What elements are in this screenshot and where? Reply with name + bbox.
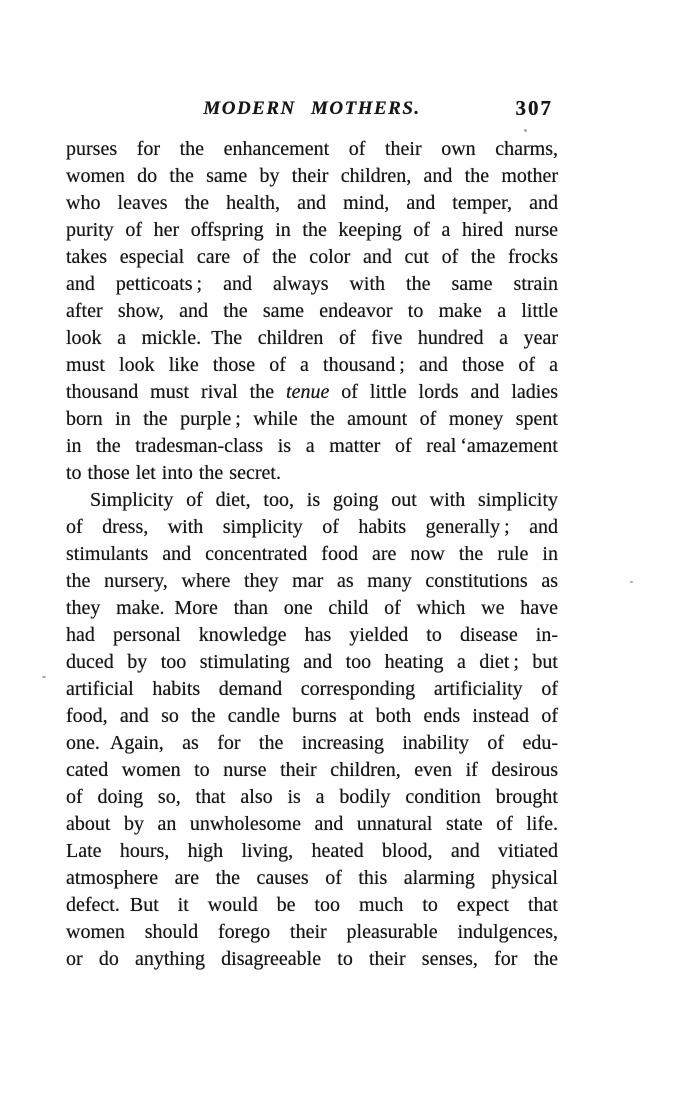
text-line: of doing so, that also is a bodily condition brought (66, 786, 558, 808)
text-line: who leaves the health, and mind, and temper, and (66, 192, 558, 214)
text-line: the nursery, where they mar as many constitutions as (66, 570, 558, 592)
text-line: Simplicity of diet, too, is going out with simplicity (90, 489, 558, 511)
text-line: must look like those of a thousand ; and those of a (66, 354, 558, 376)
text-line: takes especial care of the color and cut of the frocks (66, 246, 558, 268)
text-line: stimulants and concentrated food are now the rule in (66, 543, 558, 565)
text-line: artificial habits demand corresponding artificiality of (66, 678, 558, 700)
scan-speckle (630, 581, 633, 583)
text-line: and petticoats ; and always with the same strain (66, 273, 558, 295)
paragraph-continuation (66, 136, 558, 487)
scan-speckle (524, 129, 527, 132)
text-line: purity of her offspring in the keeping of a hired nurse (66, 219, 558, 241)
scan-speckle (42, 676, 46, 678)
text-line: women do the same by their children, and the mother (66, 165, 558, 187)
text-line: about by an unwholesome and unnatural state of life. (66, 813, 558, 835)
text-line: cated women to nurse their children, even if desirous (66, 759, 558, 781)
text-line: one. Again, as for the increasing inability of edu- (66, 732, 558, 754)
text-line: after show, and the same endeavor to make a little (66, 300, 558, 322)
text-line: look a mickle. The children of five hundred a year (66, 327, 558, 349)
text-line: had personal knowledge has yielded to disease in- (66, 624, 558, 646)
text-line: thousand must rival the tenue of little lords and ladies (66, 381, 558, 403)
text-line: Late hours, high living, heated blood, and vitiated (66, 840, 558, 862)
body-text (66, 136, 558, 973)
text-line: born in the purple ; while the amount of money spent (66, 408, 558, 430)
text-line: atmosphere are the causes of this alarming physical (66, 867, 558, 889)
text-line: in the tradesman-class is a matter of real ‘amazement (66, 435, 558, 457)
page-number: 307 (515, 96, 553, 120)
running-head (66, 96, 558, 124)
text-line: or do anything disagreeable to their senses, for the (66, 948, 558, 970)
running-title: MODERN MOTHERS. (203, 98, 421, 119)
text-line: they make. More than one child of which we have (66, 597, 558, 619)
paragraph-simplicity-of-diet (66, 487, 558, 973)
italic-word: tenue (286, 381, 330, 403)
text-line: food, and so the candle burns at both ends instead of (66, 705, 558, 727)
text-line: defect. But it would be too much to expect that (66, 894, 558, 916)
text-line: purses for the enhancement of their own charms, (66, 138, 558, 160)
text-line: to those let into the secret. (66, 462, 281, 484)
text-line: women should forego their pleasurable indulgences, (66, 921, 558, 943)
text-line: of dress, with simplicity of habits generally ; and (66, 516, 558, 538)
text-line: duced by too stimulating and too heating a diet ; but (66, 651, 558, 673)
